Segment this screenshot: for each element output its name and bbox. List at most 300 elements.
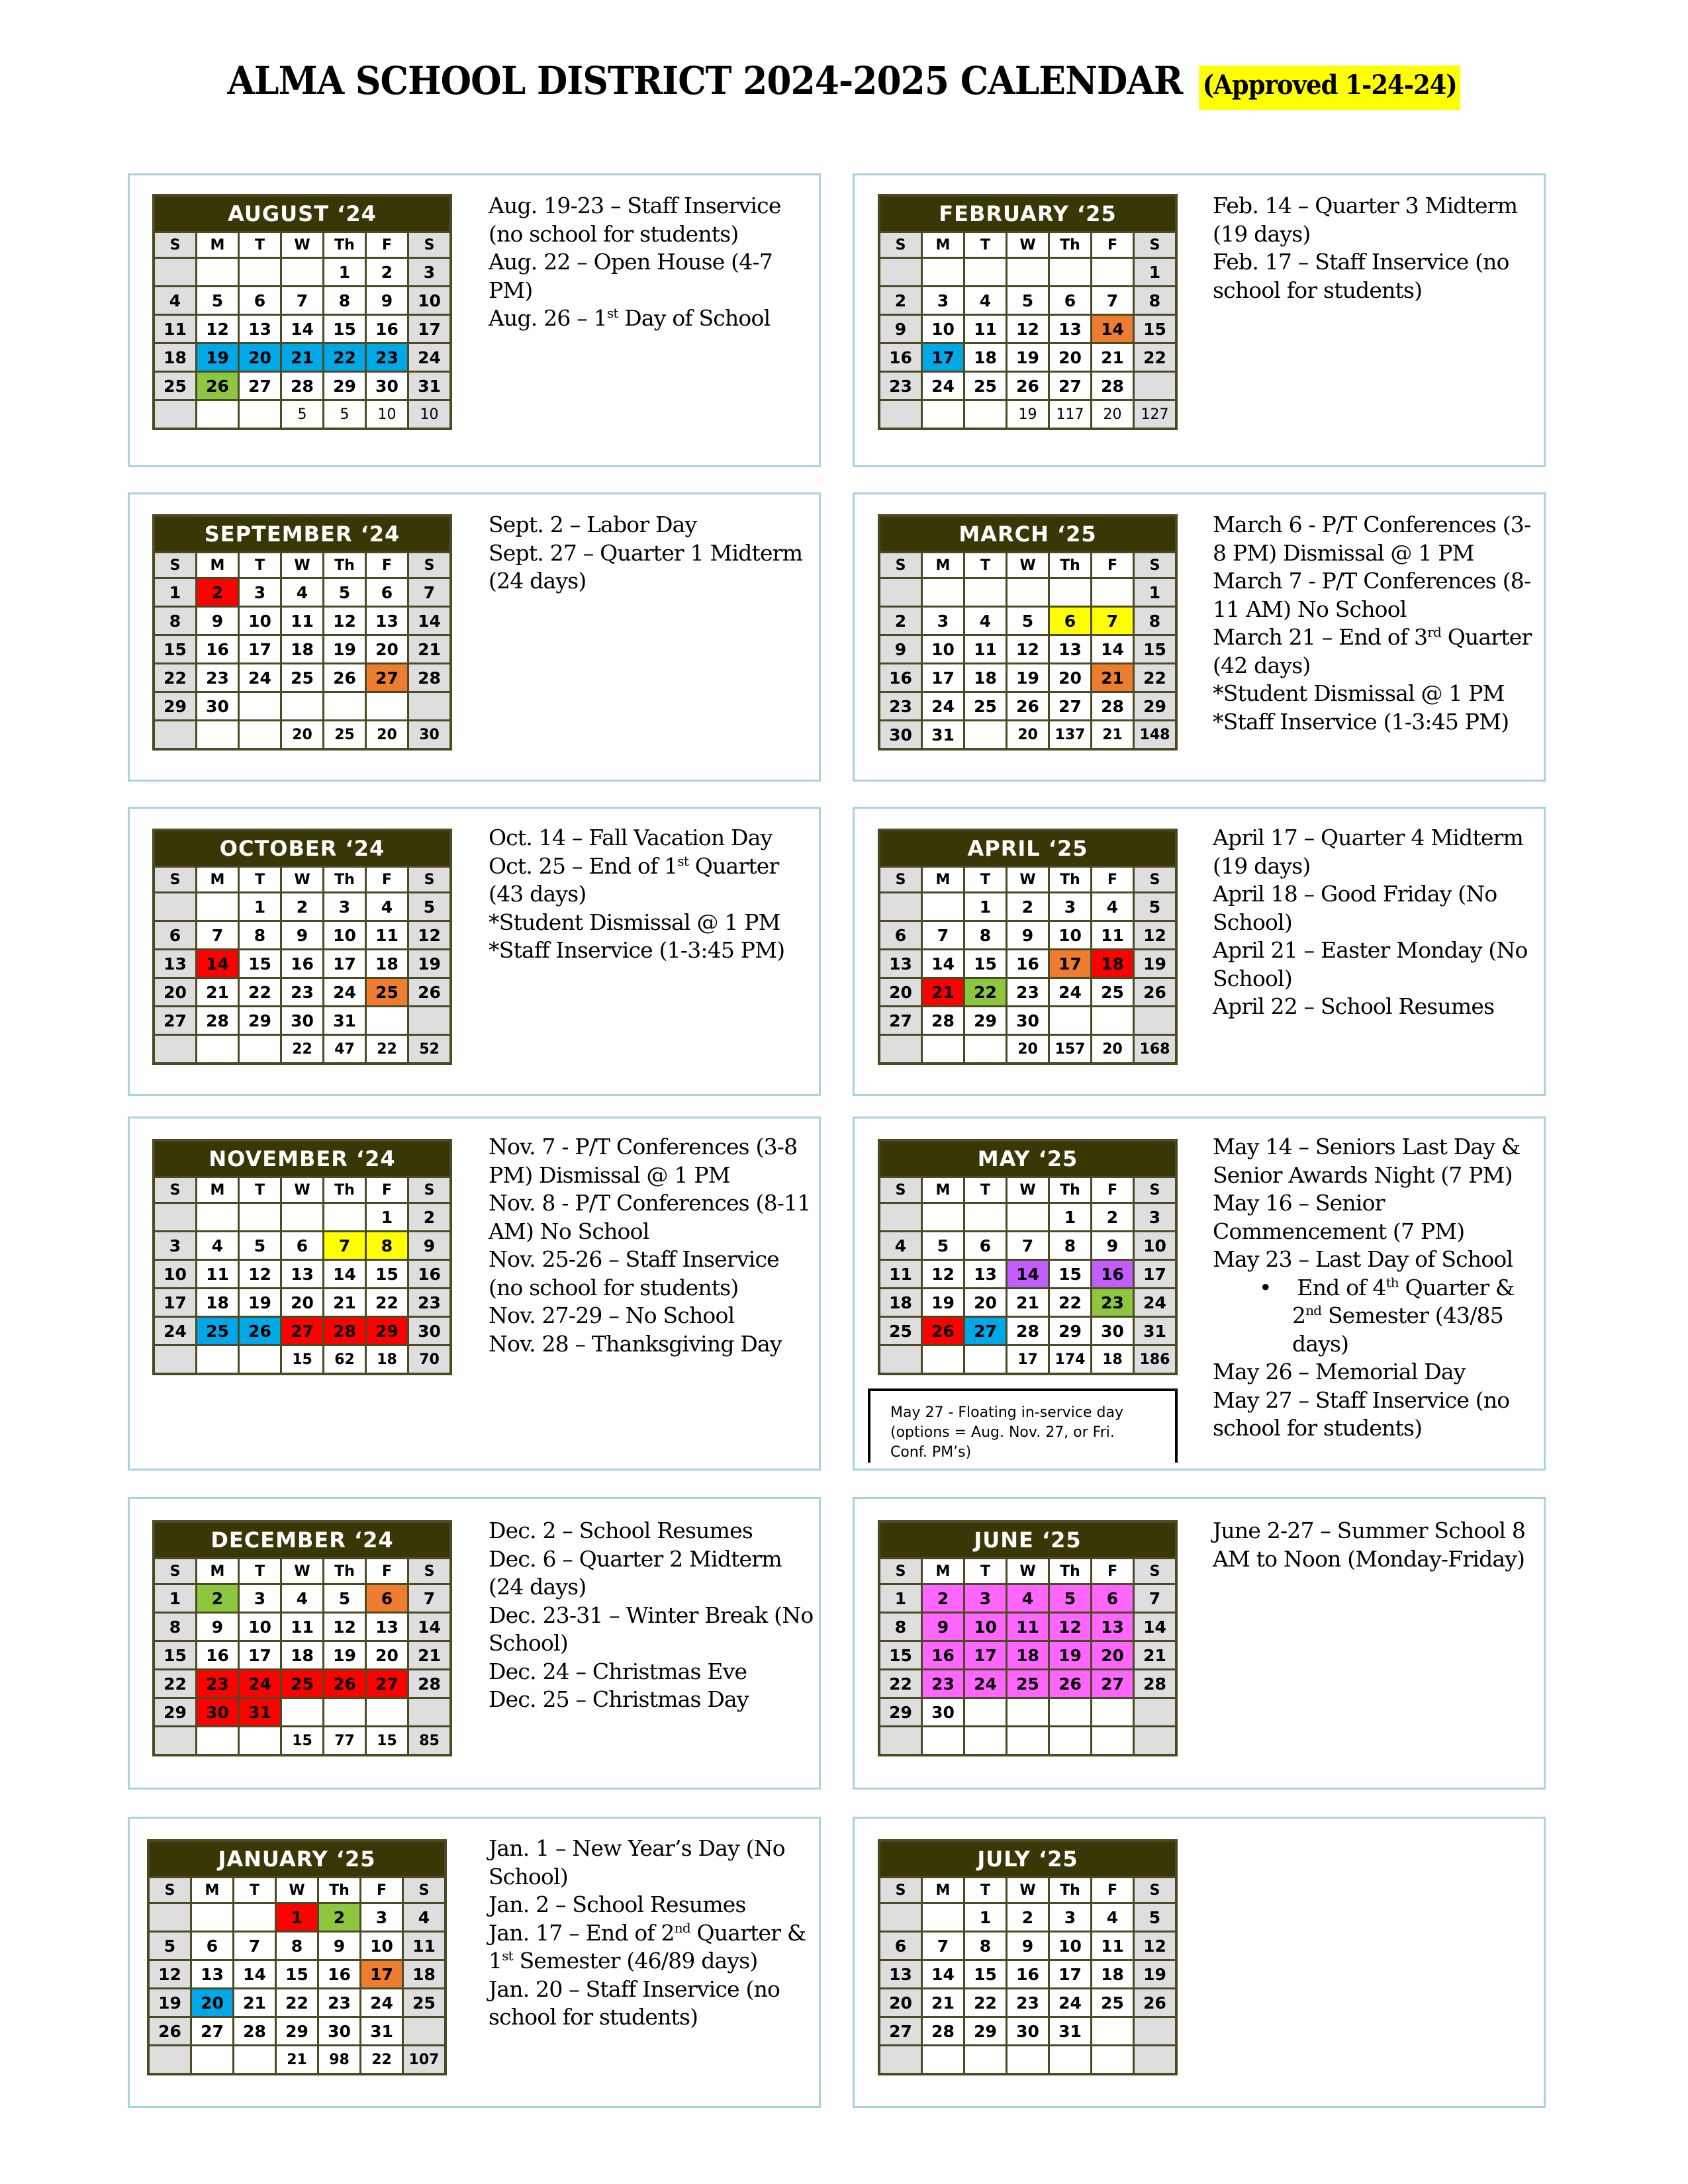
day-cell: 4 [281, 578, 324, 607]
day-cell: 13 [964, 1260, 1007, 1289]
day-cell: 21 [234, 1989, 276, 2017]
day-cell: 17 [1049, 950, 1092, 978]
day-cell: 22 [964, 1989, 1007, 2017]
day-cell: 6 [1049, 607, 1092, 635]
weekday-header: M [922, 1878, 964, 1903]
day-cell: 26 [148, 2017, 191, 2046]
weekday-header: M [922, 232, 964, 258]
day-cell: 2 [922, 1584, 964, 1613]
month-title: SEPTEMBER ‘24 [154, 516, 451, 553]
day-cell: 23 [197, 1670, 239, 1698]
day-total [922, 400, 964, 430]
day-total: 30 [408, 721, 451, 750]
weekday-header: S [879, 867, 922, 893]
day-cell: 20 [154, 978, 197, 1007]
day-cell: 19 [408, 950, 451, 978]
weekday-header: S [408, 553, 451, 578]
weekday-header: S [879, 232, 922, 258]
week-row [154, 1317, 451, 1345]
day-cell: 15 [964, 950, 1007, 978]
weekday-header: F [366, 1177, 408, 1203]
weekday-header: S [154, 1177, 197, 1203]
note-line: Dec. 6 – Quarter 2 Midterm (24 days) [489, 1545, 782, 1600]
day-cell: 21 [1134, 1641, 1177, 1670]
day-cell: 19 [1134, 1960, 1177, 1989]
day-cell: 15 [154, 635, 197, 664]
note-line: March 7 - P/T Conferences (8-11 AM) No School [1213, 568, 1531, 622]
day-cell: 18 [1092, 1960, 1134, 1989]
day-cell: 2 [318, 1903, 361, 1932]
day-cell: 29 [366, 1317, 408, 1345]
day-cell: 3 [239, 1584, 281, 1613]
week-row [879, 1960, 1176, 1989]
day-cell: 15 [366, 1260, 408, 1289]
note-line: *Staff Inservice (1-3:45 PM) [1213, 708, 1509, 735]
day-cell: 4 [154, 287, 197, 315]
day-cell: 22 [366, 1289, 408, 1317]
week-row [154, 343, 451, 372]
day-cell: 14 [1134, 1613, 1177, 1641]
day-cell: 30 [366, 372, 408, 400]
day-cell: 3 [1134, 1203, 1177, 1232]
day-cell: 26 [1007, 692, 1049, 721]
day-cell: 24 [361, 1989, 403, 2017]
day-cell: 12 [1134, 1932, 1177, 1960]
month-notes [1213, 1517, 1544, 1573]
day-cell: 25 [964, 372, 1007, 400]
day-cell: 26 [324, 664, 366, 692]
day-cell: 18 [964, 664, 1007, 692]
weekday-header: F [1092, 1559, 1134, 1584]
day-cell: 5 [922, 1232, 964, 1260]
day-cell: 10 [922, 635, 964, 664]
day-cell: 13 [879, 950, 922, 978]
note-line: Jan. 2 – School Resumes [489, 1891, 746, 1917]
day-cell: 30 [1092, 1317, 1134, 1345]
day-cell: 3 [922, 607, 964, 635]
day-cell: 13 [366, 1613, 408, 1641]
empty-cell [281, 692, 324, 721]
day-cell: 2 [197, 578, 239, 607]
month-calendar-august-24 [152, 194, 452, 430]
day-cell: 22 [276, 1989, 318, 2017]
month-title: AUGUST ‘24 [154, 195, 451, 232]
day-cell: 17 [239, 635, 281, 664]
weekday-header: F [1092, 1878, 1134, 1903]
day-cell: 9 [318, 1932, 361, 1960]
weekday-header: Th [1049, 1177, 1092, 1203]
day-cell: 21 [197, 978, 239, 1007]
day-cell: 6 [154, 921, 197, 950]
day-cell: 11 [366, 921, 408, 950]
day-cell: 12 [1049, 1613, 1092, 1641]
day-cell: 3 [922, 287, 964, 315]
day-cell: 14 [1007, 1260, 1049, 1289]
day-cell: 20 [366, 635, 408, 664]
month-calendar-september-24 [152, 514, 452, 751]
empty-cell [879, 893, 922, 921]
day-total [1049, 2046, 1092, 2075]
day-cell: 15 [1134, 315, 1177, 343]
day-total [922, 1345, 964, 1375]
empty-cell [964, 578, 1007, 607]
day-cell: 27 [366, 664, 408, 692]
day-cell: 9 [366, 287, 408, 315]
day-cell: 18 [197, 1289, 239, 1317]
weekday-header: M [197, 1559, 239, 1584]
day-cell: 28 [1092, 372, 1134, 400]
day-cell: 15 [324, 315, 366, 343]
weekday-header: W [1007, 1177, 1049, 1203]
day-totals-row [154, 400, 451, 430]
day-cell: 11 [964, 635, 1007, 664]
month-notes [1213, 1133, 1544, 1443]
day-cell: 22 [154, 1670, 197, 1698]
note-line: *Staff Inservice (1-3:45 PM) [489, 937, 785, 963]
month-notes [489, 1133, 820, 1358]
day-cell: 25 [281, 664, 324, 692]
month-notes [489, 192, 820, 333]
day-total [239, 400, 281, 430]
weekday-header: S [154, 867, 197, 893]
day-total: 17 [1007, 1345, 1049, 1375]
empty-cell [324, 692, 366, 721]
day-total: 10 [366, 400, 408, 430]
day-cell: 12 [324, 1613, 366, 1641]
empty-cell [324, 1203, 366, 1232]
day-total [922, 1035, 964, 1064]
day-cell: 6 [239, 287, 281, 315]
weekday-header: M [922, 1177, 964, 1203]
week-row [879, 893, 1176, 921]
day-cell: 11 [1007, 1613, 1049, 1641]
weekday-header: S [148, 1878, 191, 1903]
day-cell: 4 [964, 287, 1007, 315]
week-row [879, 1203, 1176, 1232]
month-title: JULY ‘25 [879, 1841, 1176, 1878]
day-cell: 29 [1049, 1317, 1092, 1345]
month-calendar-july-25 [878, 1839, 1178, 2075]
day-cell: 15 [154, 1641, 197, 1670]
note-line: May 27 – Staff Inservice (no school for students) [1213, 1387, 1510, 1441]
day-cell: 30 [408, 1317, 451, 1345]
day-cell: 29 [239, 1007, 281, 1035]
day-cell: 25 [403, 1989, 446, 2017]
month-notes [1213, 824, 1544, 1021]
month-notes [489, 824, 820, 965]
day-total [879, 2046, 922, 2075]
day-total: 127 [1134, 400, 1177, 430]
week-row [148, 1960, 445, 1989]
day-cell: 10 [239, 1613, 281, 1641]
day-cell: 7 [234, 1932, 276, 1960]
weekday-header: S [1134, 553, 1177, 578]
week-row [154, 1289, 451, 1317]
day-cell: 6 [366, 578, 408, 607]
note-line: Oct. 25 – End of 1st Quarter (43 days) [489, 852, 779, 907]
weekday-header: W [281, 553, 324, 578]
day-cell: 20 [239, 343, 281, 372]
note-line: Nov. 27-29 – No School [489, 1302, 735, 1328]
day-cell: 2 [879, 607, 922, 635]
day-cell: 23 [366, 343, 408, 372]
note-line: Oct. 14 – Fall Vacation Day [489, 825, 773, 850]
weekday-header: S [154, 553, 197, 578]
day-cell: 20 [1049, 343, 1092, 372]
day-cell: 27 [964, 1317, 1007, 1345]
month-calendar-october-24 [152, 829, 452, 1065]
day-cell: 24 [922, 372, 964, 400]
day-total: 15 [281, 1345, 324, 1375]
month-title: FEBRUARY ‘25 [879, 195, 1176, 232]
day-cell: 7 [922, 1932, 964, 1960]
day-cell: 29 [879, 1698, 922, 1727]
day-cell: 30 [1007, 1007, 1049, 1035]
day-cell: 4 [1007, 1584, 1049, 1613]
day-cell: 25 [879, 1317, 922, 1345]
day-cell: 26 [922, 1317, 964, 1345]
week-row [879, 1613, 1176, 1641]
day-total: 22 [361, 2046, 403, 2075]
empty-cell [281, 258, 324, 287]
day-cell: 14 [197, 950, 239, 978]
day-cell: 5 [1007, 607, 1049, 635]
note-line: Nov. 25-26 – Staff Inservice (no school for students) [489, 1246, 779, 1300]
note-bullet: • End of 4th Quarter & 2nd Semester (43/85 days) [1259, 1274, 1515, 1357]
day-cell: 26 [324, 1670, 366, 1698]
week-row [879, 1260, 1176, 1289]
note-line: April 21 – Easter Monday (No School) [1213, 937, 1528, 991]
day-total: 20 [1092, 400, 1134, 430]
weekday-header: Th [324, 1177, 366, 1203]
day-cell: 4 [1092, 893, 1134, 921]
day-cell: 9 [408, 1232, 451, 1260]
empty-cell [154, 893, 197, 921]
day-cell: 8 [964, 1932, 1007, 1960]
day-cell: 22 [239, 978, 281, 1007]
empty-cell [1092, 2017, 1134, 2046]
note-line: *Student Dismissal @ 1 PM [1213, 680, 1505, 706]
day-cell: 30 [1007, 2017, 1049, 2046]
week-row [154, 607, 451, 635]
day-cell: 28 [324, 1317, 366, 1345]
day-cell: 1 [1134, 578, 1177, 607]
note-line: Jan. 17 – End of 2nd Quarter & 1st Semester (46/89 days) [489, 1919, 806, 1974]
weekday-header: T [964, 867, 1007, 893]
day-totals-row [154, 1345, 451, 1375]
day-cell: 23 [1007, 1989, 1049, 2017]
day-cell: 19 [922, 1289, 964, 1317]
day-cell: 8 [154, 1613, 197, 1641]
day-totals-row [154, 1727, 451, 1756]
day-totals-row [879, 400, 1176, 430]
day-cell: 14 [922, 1960, 964, 1989]
day-cell: 22 [964, 978, 1007, 1007]
empty-cell [964, 258, 1007, 287]
day-cell: 26 [1134, 1989, 1177, 2017]
empty-cell [879, 1203, 922, 1232]
day-cell: 10 [408, 287, 451, 315]
month-title: NOVEMBER ‘24 [154, 1140, 451, 1177]
day-cell: 1 [964, 1903, 1007, 1932]
day-cell: 12 [408, 921, 451, 950]
day-cell: 5 [239, 1232, 281, 1260]
month-notes [489, 1835, 820, 2032]
day-cell: 19 [324, 1641, 366, 1670]
month-notes [1213, 511, 1544, 736]
weekday-header: Th [1049, 553, 1092, 578]
day-cell: 8 [154, 607, 197, 635]
note-line: March 6 - P/T Conferences (3-8 PM) Dismissal @ 1 PM [1213, 512, 1531, 566]
day-total: 5 [281, 400, 324, 430]
day-cell: 8 [366, 1232, 408, 1260]
week-row [154, 978, 451, 1007]
day-total [964, 1345, 1007, 1375]
day-total: 20 [1007, 1035, 1049, 1064]
day-cell: 11 [197, 1260, 239, 1289]
month-calendar-april-25 [878, 829, 1178, 1065]
empty-cell [879, 1903, 922, 1932]
day-cell: 13 [366, 607, 408, 635]
day-total: 52 [408, 1035, 451, 1064]
day-cell: 8 [879, 1613, 922, 1641]
day-cell: 25 [281, 1670, 324, 1698]
day-total: 15 [366, 1727, 408, 1756]
weekday-header: T [239, 232, 281, 258]
day-cell: 21 [281, 343, 324, 372]
day-cell: 4 [403, 1903, 446, 1932]
day-cell: 16 [408, 1260, 451, 1289]
week-row [879, 664, 1176, 692]
note-line: Aug. 26 – 1st Day of School [489, 305, 771, 331]
week-row [154, 1641, 451, 1670]
day-cell: 27 [1092, 1670, 1134, 1698]
empty-cell [1134, 1007, 1177, 1035]
day-cell: 1 [276, 1903, 318, 1932]
day-total [879, 1727, 922, 1756]
empty-cell [408, 1698, 451, 1727]
day-cell: 12 [239, 1260, 281, 1289]
day-total: 20 [281, 721, 324, 750]
day-cell: 24 [1049, 1989, 1092, 2017]
empty-cell [1092, 578, 1134, 607]
day-cell: 3 [239, 578, 281, 607]
weekday-header: S [1134, 1177, 1177, 1203]
day-cell: 4 [281, 1584, 324, 1613]
note-line: Dec. 2 – School Resumes [489, 1518, 753, 1543]
day-cell: 5 [324, 1584, 366, 1613]
day-total: 62 [324, 1345, 366, 1375]
day-cell: 27 [154, 1007, 197, 1035]
day-cell: 7 [1092, 607, 1134, 635]
day-cell: 20 [879, 978, 922, 1007]
weekday-header: W [281, 1177, 324, 1203]
note-line: May 16 – Senior Commencement (7 PM) [1213, 1190, 1465, 1244]
weekday-header: T [964, 232, 1007, 258]
day-cell: 19 [148, 1989, 191, 2017]
day-total: 47 [324, 1035, 366, 1064]
weekday-header: M [922, 553, 964, 578]
day-cell: 27 [1049, 692, 1092, 721]
day-cell: 18 [281, 1641, 324, 1670]
day-cell: 28 [408, 1670, 451, 1698]
day-cell: 6 [366, 1584, 408, 1613]
day-total: 157 [1049, 1035, 1092, 1064]
day-cell: 10 [1049, 921, 1092, 950]
day-total [234, 2046, 276, 2075]
week-row [154, 1670, 451, 1698]
day-cell: 18 [403, 1960, 446, 1989]
day-cell: 2 [1007, 1903, 1049, 1932]
day-total: 20 [1092, 1035, 1134, 1064]
day-cell: 21 [922, 1989, 964, 2017]
week-row [148, 2017, 445, 2046]
day-cell: 11 [403, 1932, 446, 1960]
weekday-header: Th [1049, 867, 1092, 893]
weekday-header: T [234, 1878, 276, 1903]
empty-cell [1007, 578, 1049, 607]
empty-cell [154, 258, 197, 287]
day-total: 22 [281, 1035, 324, 1064]
page-title [68, 58, 1620, 103]
month-title: MAY ‘25 [879, 1140, 1176, 1177]
day-cell: 21 [1007, 1289, 1049, 1317]
day-cell: 26 [408, 978, 451, 1007]
week-row [879, 2017, 1176, 2046]
note-line: May 26 – Memorial Day [1213, 1359, 1466, 1385]
empty-cell [191, 1903, 234, 1932]
empty-cell [879, 578, 922, 607]
day-total [191, 2046, 234, 2075]
week-row [879, 950, 1176, 978]
weekday-header: W [1007, 1559, 1049, 1584]
day-total: 25 [324, 721, 366, 750]
day-cell: 23 [879, 692, 922, 721]
day-cell: 24 [239, 1670, 281, 1698]
empty-cell [281, 1698, 324, 1727]
day-total [239, 1727, 281, 1756]
weekday-header: T [239, 867, 281, 893]
day-cell: 7 [197, 921, 239, 950]
day-cell: 12 [1007, 635, 1049, 664]
day-total [1134, 1727, 1177, 1756]
day-cell: 7 [324, 1232, 366, 1260]
day-cell: 20 [191, 1989, 234, 2017]
day-cell: 18 [879, 1289, 922, 1317]
empty-cell [964, 1698, 1007, 1727]
month-title: DECEMBER ‘24 [154, 1522, 451, 1559]
day-cell: 19 [324, 635, 366, 664]
weekday-header: T [964, 553, 1007, 578]
day-cell: 11 [1092, 921, 1134, 950]
week-row [879, 1584, 1176, 1613]
day-cell: 15 [239, 950, 281, 978]
day-cell: 8 [964, 921, 1007, 950]
week-row [879, 1932, 1176, 1960]
day-cell: 9 [879, 635, 922, 664]
day-cell: 2 [281, 893, 324, 921]
day-cell: 26 [197, 372, 239, 400]
weekday-header: W [281, 1559, 324, 1584]
day-cell: 13 [1092, 1613, 1134, 1641]
week-row [879, 921, 1176, 950]
day-cell: 7 [408, 1584, 451, 1613]
day-total [239, 1345, 281, 1375]
empty-cell [366, 692, 408, 721]
weekday-header: S [408, 1559, 451, 1584]
day-total [239, 721, 281, 750]
day-total: 19 [1007, 400, 1049, 430]
